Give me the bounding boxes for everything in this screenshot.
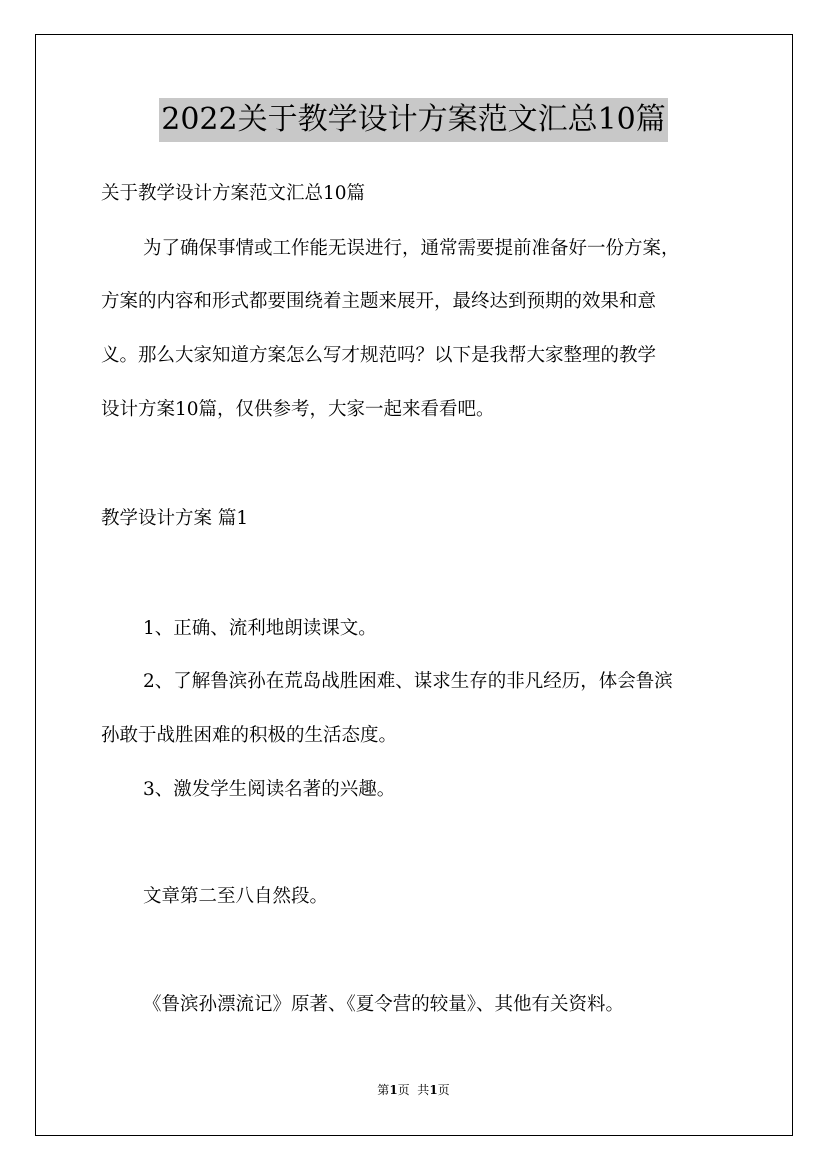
intro-line-2: 方案的内容和形式都要围绕着主题来展开，最终达到预期的效果和意 bbox=[101, 291, 657, 312]
objective-line-3: 孙敢于战胜困难的积极的生活态度。 bbox=[101, 725, 398, 746]
focus-line: 文章第二至八自然段。 bbox=[143, 886, 329, 907]
footer-prefix: 第 bbox=[377, 1083, 390, 1097]
footer-page-total: 1 bbox=[429, 1083, 438, 1097]
objective-line-4: 3、激发学生阅读名著的兴趣。 bbox=[143, 779, 396, 800]
document-title: 2022关于教学设计方案范文汇总10篇 bbox=[159, 98, 668, 142]
document-subtitle: 关于教学设计方案范文汇总10篇 bbox=[101, 183, 366, 204]
intro-line-1: 为了确保事情或工作能无误进行，通常需要提前准备好一份方案， bbox=[143, 238, 680, 259]
intro-line-4: 设计方案10篇，仅供参考，大家一起来看看吧。 bbox=[101, 399, 495, 420]
section-heading: 教学设计方案 篇1 bbox=[101, 508, 249, 529]
materials-line: 《鲁滨孙漂流记》原著、《夏令营的较量》、其他有关资料。 bbox=[143, 994, 625, 1015]
objective-line-2: 2、了解鲁滨孙在荒岛战胜困难、谋求生存的非凡经历，体会鲁滨 bbox=[143, 671, 673, 692]
title-container bbox=[0, 98, 827, 142]
footer-suffix: 页 bbox=[437, 1083, 450, 1097]
footer-mid: 页 共 bbox=[397, 1083, 430, 1097]
intro-line-3: 义。那么大家知道方案怎么写才规范吗？以下是我帮大家整理的教学 bbox=[101, 345, 657, 366]
footer-page-number: 1 bbox=[389, 1083, 398, 1097]
page-footer bbox=[0, 1082, 827, 1098]
objective-line-1: 1、正确、流利地朗读课文。 bbox=[143, 618, 377, 639]
